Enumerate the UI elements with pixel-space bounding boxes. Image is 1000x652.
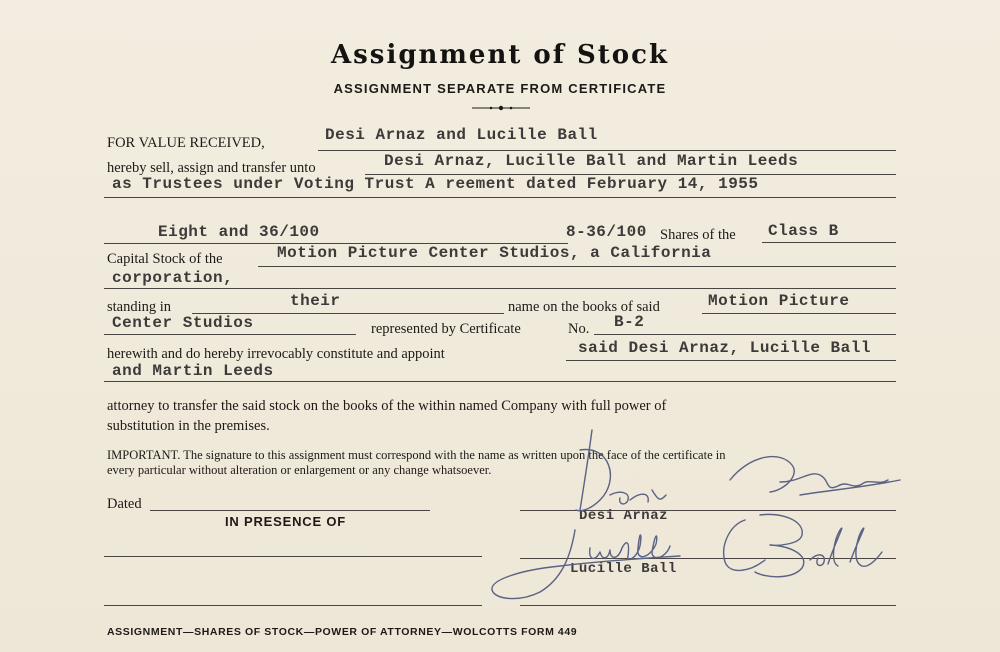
- certificate-number: B-2: [614, 313, 645, 331]
- signer-name-1: Desi Arnaz: [579, 508, 669, 524]
- title-ornament: [470, 104, 532, 112]
- assignee-names: Desi Arnaz, Lucille Ball and Martin Leeds: [384, 152, 799, 170]
- for-value-label: FOR VALUE RECEIVED,: [107, 135, 265, 151]
- witness-line-1: [104, 556, 482, 557]
- standing-in-value: their: [290, 292, 341, 310]
- dated-line: [150, 510, 430, 511]
- trust-description: as Trustees under Voting Trust A reement dated February 14, 1955: [112, 175, 759, 193]
- class-line: [762, 242, 896, 243]
- attorney-text-line1: attorney to transfer the said stock on the books of the within named Company with full power of: [107, 398, 667, 414]
- certificate-no-label: No.: [568, 321, 590, 337]
- witness-line-2: [104, 605, 482, 606]
- in-presence-of-label: IN PRESENCE OF: [225, 514, 346, 529]
- books-company-name-2: Center Studios: [112, 314, 254, 332]
- shares-of-label: Shares of the: [660, 227, 736, 243]
- attorney-names: said Desi Arnaz, Lucille Ball: [578, 339, 871, 357]
- attorney-text-line2: substitution in the premises.: [107, 418, 270, 434]
- assignor-line: [318, 150, 896, 151]
- company-type: corporation,: [112, 269, 234, 287]
- attorney-names-2: and Martin Leeds: [112, 362, 274, 380]
- attorney-line-2: [104, 381, 896, 382]
- assignor-names: Desi Arnaz and Lucille Ball: [325, 126, 598, 144]
- books-company-line-2: [104, 334, 356, 335]
- important-notice-line2: every particular without alteration or enlargement or any change whatsoever.: [107, 463, 492, 477]
- assignee-line-2: [104, 197, 896, 198]
- company-line: [258, 266, 896, 267]
- transfer-label: hereby sell, assign and transfer unto: [107, 160, 316, 176]
- standing-in-label: standing in: [107, 299, 172, 315]
- name-on-books-label: name on the books of said: [508, 299, 660, 315]
- certificate-no-line: [594, 334, 896, 335]
- signer-name-2: Lucille Ball: [570, 561, 677, 577]
- represented-label: represented by Certificate: [371, 321, 521, 337]
- company-name: Motion Picture Center Studios, a California: [277, 244, 712, 262]
- capital-stock-label: Capital Stock of the: [107, 251, 223, 267]
- books-company-line: [702, 313, 896, 314]
- appoint-label: herewith and do hereby irrevocably constitute and appoint: [107, 346, 445, 362]
- shares-in-figures: 8-36/100: [566, 223, 647, 241]
- company-line-2: [104, 288, 896, 289]
- important-notice-line1: IMPORTANT. The signature to this assignment must correspond with the name as written upon the face of the certificate in: [107, 448, 726, 462]
- attorney-line: [566, 360, 896, 361]
- books-company-name: Motion Picture: [708, 292, 850, 310]
- document-subtitle: ASSIGNMENT SEPARATE FROM CERTIFICATE: [333, 81, 667, 96]
- document-title: Assignment of Stock: [331, 40, 669, 70]
- lucille-ball-signature: [480, 500, 930, 610]
- dated-label: Dated: [107, 496, 142, 512]
- stock-class: Class B: [768, 222, 839, 240]
- shares-in-words: Eight and 36/100: [158, 223, 320, 241]
- form-footer: ASSIGNMENT—SHARES OF STOCK—POWER OF ATTORNEY—WOLCOTTS FORM 449: [107, 626, 578, 638]
